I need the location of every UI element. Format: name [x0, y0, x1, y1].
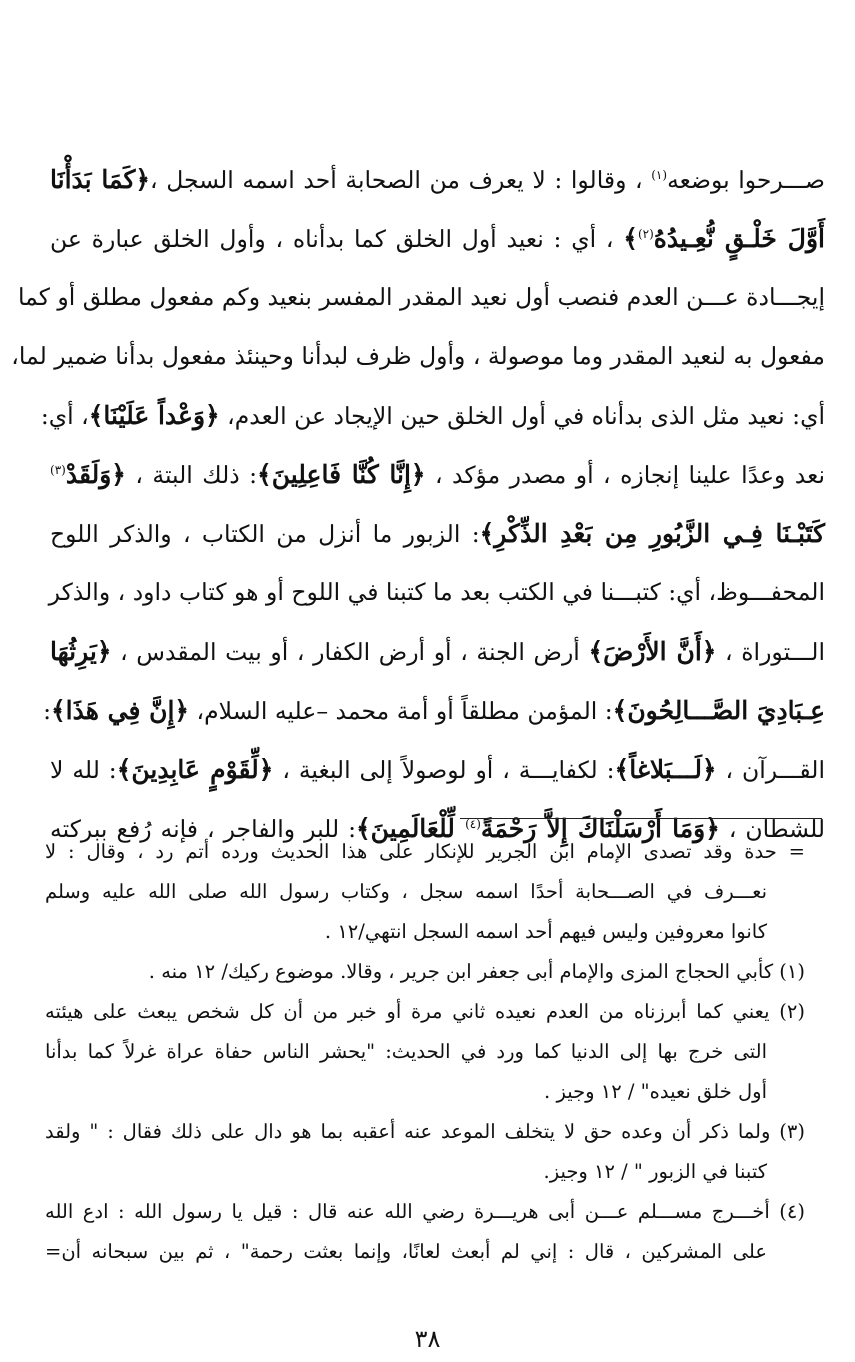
text-run: : للبر والفاجر ، فإنه رُفع ببركته [50, 815, 357, 843]
quran-quote: ﴿إِنَّ فِي هَذَا﴾ [51, 696, 190, 725]
text-run: : [43, 697, 52, 725]
page-number: ٣٨ [414, 1325, 441, 1353]
text-run: القـــرآن ، [716, 756, 825, 784]
footnote-line: على المشركين ، قال : إني لم أبعث لعانًا، وإنما بعثت رحمة" ، ثم بين سبحانه أن= [45, 1240, 767, 1263]
text-run: الـــتوراة ، [716, 638, 825, 666]
text-run: نعد وعدًا علينا إنجازه ، أو مصدر مؤكد ، [425, 461, 825, 489]
footnote-line: (٤) أخـــرج مســـلم عـــن أبى هريـــرة رضي الله عنه قال : قيل يا رسول الله : ادع الله [45, 1200, 805, 1223]
footnote-ref: (٤) [465, 817, 481, 832]
text-run: صـــرحوا بوضعه [667, 166, 825, 194]
quran-quote: عِـبَادِيَ الصَّـــالِحُونَ﴾ [612, 696, 825, 725]
text-run: ، أي : نعيد أول الخلق كما بدأناه ، وأول الخلق عبارة عن [50, 225, 624, 253]
quran-quote: ﴿كَمَا بَدَأْنَا [50, 165, 151, 194]
footnote-line: (٣) ولما ذكر أن وعده حق لا يتخلف الموعد عنه أعقبه بما هو دال على ذلك فقال : " ولقد [45, 1120, 805, 1143]
text-run: أرض الجنة ، أو أرض الكفار ، أو بيت المقدس ، [111, 638, 589, 666]
text-line [40, 386, 825, 445]
quran-quote: ﴿وَعْداً عَلَيْنَا﴾ [88, 401, 220, 430]
text-run: ، أي: [40, 402, 89, 430]
main-text [11, 150, 826, 858]
text-line [50, 504, 825, 563]
footnote-line: أول خلق نعيده" / ١٢ وجيز . [544, 1080, 767, 1103]
quran-quote: ﴾ [623, 224, 638, 253]
quran-quote: كَتَبْـنَا فِـي الزَّبُورِ مِن بَعْدِ الذِّكْرِ﴾ [479, 519, 825, 548]
text-run: : الزبور ما أنزل من الكتاب ، والذكر اللوح [50, 520, 480, 548]
text-line [50, 740, 825, 799]
quran-quote: لِّلْعَالَمِينَ﴾ [356, 814, 466, 843]
text-line: المحفـــوظ، أي: كتبـــنا في الكتب بعد ما كتبنا في اللوح أو هو كتاب داود ، والذكر [48, 578, 825, 606]
text-line: إيجـــادة عـــن العدم فنصب أول نعيد المقدر المفسر بنعيد وكم مفعول مطلق أو كما [17, 283, 825, 311]
text-run: : لكفايـــة ، أو لوصولاً إلى البغية ، [273, 756, 615, 784]
footnote-line: نعـــرف في الصـــحابة أحدًا اسمه سجل ، وكتاب رسول الله صلى الله عليه وسلم [45, 880, 767, 903]
footnote-line: (١) كأبي الحجاج المزى والإمام أبى جعفر ابن جرير ، وقالا. موضوع ركيك/ ١٢ منه . [148, 960, 805, 983]
quran-quote: ﴿أَنَّ الأَرْضَ﴾ [588, 637, 717, 666]
quran-quote: ﴿يَرِثُهَا [50, 637, 112, 666]
text-line [50, 209, 825, 268]
text-run: ، وقالوا : لا يعرف من الصحابة أحد اسمه السجل ، [150, 166, 652, 194]
text-line [50, 150, 825, 209]
quran-quote: ﴿وَمَا أَرْسَلْنَاكَ إِلاَّ رَحْمَةً [480, 814, 720, 843]
text-run: للشطان ، [719, 815, 826, 843]
quran-quote: ﴿إِنَّا كُنَّا فَاعِلِينَ﴾ [257, 460, 426, 489]
text-run: : المؤمن مطلقاً أو أمة محمد –عليه السلام، [189, 697, 613, 725]
text-line [50, 622, 825, 681]
footnote-line: = حدة وقد تصدى الإمام ابن الجرير للإنكار على هذا الحديث ورده أتم رد ، وقال : لا [45, 840, 805, 863]
footnote-line: التى خرج بها إلى الدنيا كما ورد في الحديث: "يحشر الناس حفاة عراة غرلاً كما بدأنا [45, 1040, 767, 1063]
footnote-ref: (٣) [50, 463, 66, 478]
quran-quote: أَوَّلَ خَلْـقٍ نُّعِـيدُهُ [653, 224, 825, 253]
text-run: أي: نعيد مثل الذى بدأناه في أول الخلق حين الإيجاد عن العدم، [219, 402, 825, 430]
footnote-line: كتبنا في الزبور " / ١٢ وجيز. [543, 1160, 767, 1183]
footnote-line: (٢) يعني كما أبرزناه من العدم نعيده ثاني مرة أو خبر من أن كل شخص يبعث على هيئته [45, 1000, 805, 1023]
footnote-line: كانوا معروفين وليس فيهم أحد اسمه السجل انتهي/١٢ . [324, 920, 767, 943]
quran-quote: ﴿لِّقَوْمٍ عَابِدِينَ﴾ [116, 755, 274, 784]
text-line [43, 681, 825, 740]
quran-quote: ﴿لَـــبَلاغاً﴾ [614, 755, 717, 784]
footnote-ref: (١) [651, 168, 668, 183]
text-line: مفعول به لنعيد المقدر وما موصولة ، وأول ظرف لبدأنا وحينئذ مفعول بدأنا ضمير لما، [11, 342, 825, 370]
footnote-ref: (٢) [637, 227, 654, 242]
text-run: : لله لا [50, 756, 117, 784]
text-line [50, 445, 825, 504]
quran-quote: ﴿وَلَقَدْ [65, 460, 126, 489]
footnotes [45, 832, 805, 1272]
footnote-separator [460, 818, 822, 819]
text-run: : ذلك البتة ، [125, 461, 258, 489]
